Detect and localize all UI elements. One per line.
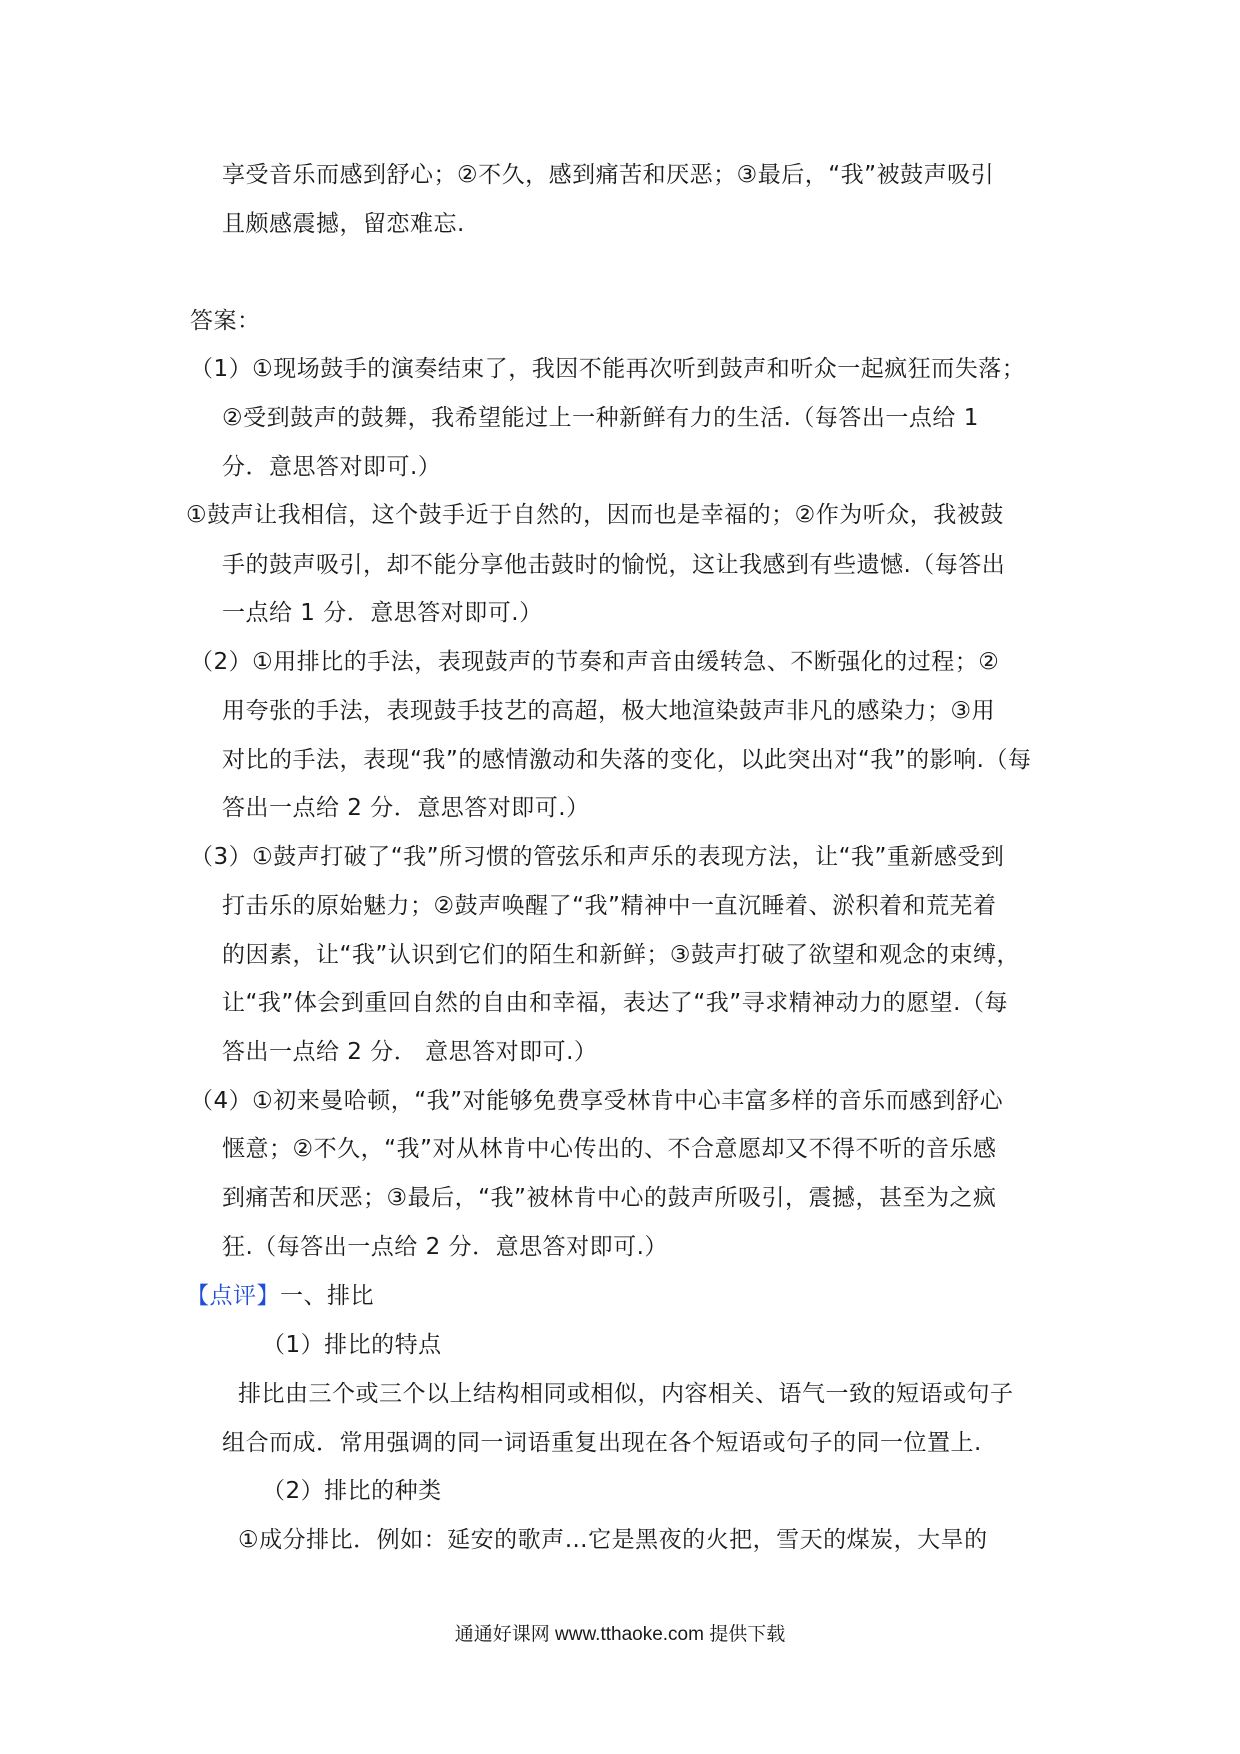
paragraph-line: 组合而成．常用强调的同一词语重复出现在各个短语或句子的同一位置上. <box>222 1430 982 1456</box>
answer-label: 答案： <box>190 308 261 334</box>
body-line: 享受音乐而感到舒心；②不久，感到痛苦和厌恶；③最后，“我”被鼓声吸引 <box>222 162 995 188</box>
answer-1-line: ②受到鼓声的鼓舞，我希望能过上一种新鲜有力的生活.（每答出一点给 1 <box>222 405 979 431</box>
subheading: （1）排比的特点 <box>262 1332 442 1358</box>
subheading: （2）排比的种类 <box>262 1478 442 1504</box>
answer-4-line: 惬意；②不久，“我”对从林肯中心传出的、不合意愿却又不得不听的音乐感 <box>222 1136 997 1162</box>
answer-3-line: （3）①鼓声打破了“我”所习惯的管弦乐和声乐的表现方法，让“我”重新感受到 <box>190 844 1005 870</box>
answer-1-line: 分．意思答对即可.） <box>222 454 442 480</box>
answer-1b-line: ①鼓声让我相信，这个鼓手近于自然的，因而也是幸福的；②作为听众，我被鼓 <box>186 502 1004 528</box>
answer-1-line: （1）①现场鼓手的演奏结束了，我因不能再次听到鼓声和听众一起疯狂而失落； <box>190 356 1026 382</box>
comment-tag: 【点评】 <box>186 1283 280 1309</box>
answer-4-line: （4）①初来曼哈顿，“我”对能够免费享受林肯中心丰富多样的音乐而感到舒心 <box>190 1088 1004 1114</box>
answer-2-line: 用夸张的手法，表现鼓手技艺的高超，极大地渲染鼓声非凡的感染力；③用 <box>222 698 996 724</box>
comment-heading: 一、排比 <box>280 1283 374 1309</box>
paragraph-line: 排比由三个或三个以上结构相同或相似，内容相关、语气一致的短语或句子 <box>238 1381 1014 1407</box>
answer-4-line: 狂.（每答出一点给 2 分．意思答对即可.） <box>222 1234 668 1260</box>
answer-2-line: （2）①用排比的手法，表现鼓声的节奏和声音由缓转急、不断强化的过程；② <box>190 649 1000 675</box>
answer-3-line: 打击乐的原始魅力；②鼓声唤醒了“我”精神中一直沉睡着、淤积着和荒芜着 <box>222 893 997 919</box>
answer-1b-line: 手的鼓声吸引，却不能分享他击鼓时的愉悦，这让我感到有些遗憾.（每答出 <box>222 552 1006 578</box>
answer-3-line: 让“我”体会到重回自然的自由和幸福，表达了“我”寻求精神动力的愿望.（每 <box>222 990 1008 1016</box>
answer-2-line: 对比的手法，表现“我”的感情激动和失落的变化，以此突出对“我”的影响.（每 <box>222 747 1032 773</box>
answer-1b-line: 一点给 1 分．意思答对即可.） <box>222 600 543 626</box>
body-line: 且颇感震撼，留恋难忘. <box>222 211 465 237</box>
comment-heading-line <box>186 1281 374 1311</box>
paragraph-line: ①成分排比．例如：延安的歌声…它是黑夜的火把，雪天的煤炭，大旱的 <box>238 1527 988 1553</box>
answer-4-line: 到痛苦和厌恶；③最后，“我”被林肯中心的鼓声所吸引，震撼，甚至为之疯 <box>222 1185 997 1211</box>
answer-3-line: 答出一点给 2 分． 意思答对即可.） <box>222 1039 598 1065</box>
answer-3-line: 的因素，让“我”认识到它们的陌生和新鲜；③鼓声打破了欲望和观念的束缚， <box>222 942 1020 968</box>
answer-2-line: 答出一点给 2 分．意思答对即可.） <box>222 795 590 821</box>
page-footer: 通通好课网 www.tthaoke.com 提供下载 <box>454 1624 786 1645</box>
